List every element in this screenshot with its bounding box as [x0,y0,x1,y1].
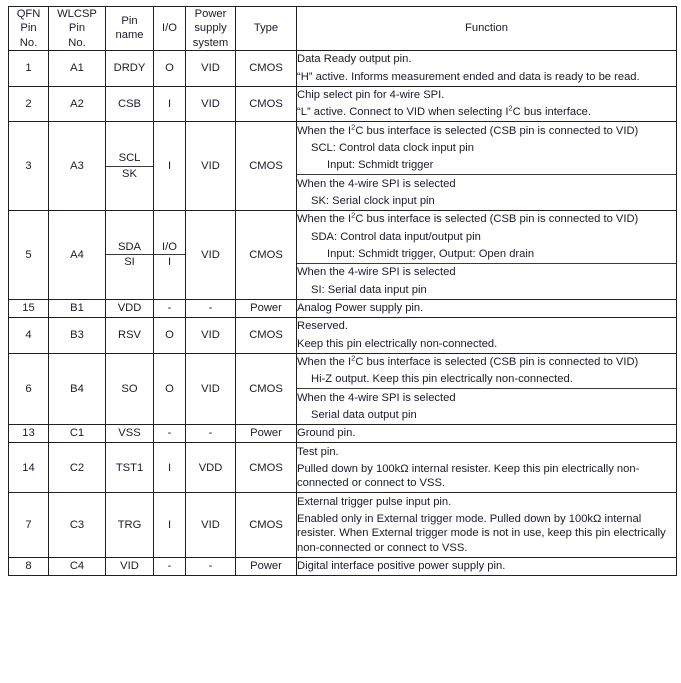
table-header [9,7,677,51]
function-line: When the 4-wire SPI is selected [297,391,456,404]
function-line: Reserved. [297,320,348,333]
column-header-wlcsp-pin-no [49,7,106,51]
cell-function [297,86,677,122]
column-header-power-supply-system [186,7,236,51]
cell-qfn-pin-no: 3 [9,122,49,211]
cell-io-part: I/O [154,240,185,255]
function-line: When the 4-wire SPI is selected [297,266,456,279]
cell-wlcsp-pin-no: A1 [49,50,106,86]
cell-type: Power [236,557,297,575]
cell-qfn-pin-no: 4 [9,317,49,353]
superscript-2: 2 [508,103,513,113]
function-line: When the 4-wire SPI is selected [297,177,456,190]
cell-io: O [154,353,186,424]
cell-type: CMOS [236,210,297,299]
function-line: “H” active. Informs measurement ended and data is ready to be read. [297,70,640,83]
cell-power-supply-system: VID [186,50,236,86]
table-row [9,353,677,424]
cell-io [154,210,186,299]
cell-pin-name: TRG [106,493,154,557]
function-line: SCL: Control data clock input pin [311,142,474,155]
cell-wlcsp-pin-no: B3 [49,317,106,353]
cell-pin-name: VDD [106,299,154,317]
cell-qfn-pin-no: 13 [9,424,49,442]
cell-qfn-pin-no: 7 [9,493,49,557]
function-subcell [297,211,676,263]
cell-wlcsp-pin-no: C2 [49,443,106,493]
cell-pin-name-part: SCL [106,151,153,166]
header-line: Pin [121,15,138,28]
cell-qfn-pin-no: 8 [9,557,49,575]
table-row [9,557,677,575]
function-line: Digital interface positive power supply pin. [297,560,506,572]
cell-power-supply-system: - [186,557,236,575]
cell-io: I [154,443,186,493]
table-row [9,443,677,493]
cell-pin-name [106,122,154,211]
function-line: SDA: Control data input/output pin [311,230,481,243]
function-line: When the $I^2C$ bus interface is selected (CSB pin is connected to VID) [297,210,639,226]
cell-qfn-pin-no: 5 [9,210,49,299]
cell-qfn-pin-no: 2 [9,86,49,122]
cell-power-supply-system: VID [186,210,236,299]
cell-wlcsp-pin-no: C4 [49,557,106,575]
cell-io: - [154,424,186,442]
cell-type: CMOS [236,50,297,86]
cell-io-part: I [167,256,172,269]
cell-type: CMOS [236,493,297,557]
cell-power-supply-system: VID [186,353,236,424]
cell-io: O [154,50,186,86]
function-line: Keep this pin electrically non-connected. [297,337,498,350]
cell-pin-name-part: SDA [106,240,153,255]
table-row [9,424,677,442]
cell-type: CMOS [236,86,297,122]
cell-power-supply-system: VID [186,317,236,353]
cell-wlcsp-pin-no: A3 [49,122,106,211]
cell-function [297,210,677,299]
cell-pin-name: VSS [106,424,154,442]
column-header-function: Function [297,7,677,51]
cell-function [297,424,677,442]
cell-qfn-pin-no: 1 [9,50,49,86]
function-subcell [297,389,676,424]
cell-function [297,122,677,211]
cell-wlcsp-pin-no: C3 [49,493,106,557]
function-line: Enabled only in External trigger mode. Pulled down by 100kΩ internal resister. When External trigger mode is not in use, keep this pin electrically non-connected or connect to VSS. [297,513,666,554]
cell-type: CMOS [236,443,297,493]
cell-power-supply-system: VID [186,122,236,211]
header-row [9,7,677,51]
function-line: Chip select pin for 4-wire SPI. [297,89,445,102]
cell-io: I [154,86,186,122]
function-line: Serial data output pin [311,409,417,422]
function-line: External trigger pulse input pin. [297,495,452,508]
function-line: “L” active. Connect to VID when selecting $I^2C$ bus interface. [297,103,592,119]
function-line: SK: Serial clock input pin [311,195,435,208]
cell-type: Power [236,424,297,442]
function-line: Pulled down by 100kΩ internal resister. Keep this pin electrically non-connected or connect to VSS. [297,463,640,490]
superscript-2: 2 [351,210,356,220]
header-line: system [192,36,229,49]
table-row [9,122,677,211]
cell-io: I [154,122,186,211]
cell-io: O [154,317,186,353]
cell-power-supply-system: - [186,299,236,317]
cell-pin-name: SO [106,353,154,424]
cell-qfn-pin-no: 14 [9,443,49,493]
cell-io: - [154,557,186,575]
table-row [9,210,677,299]
header-line: name [115,29,144,42]
table-row [9,86,677,122]
cell-function [297,50,677,86]
header-line: No. [19,36,38,49]
cell-type: CMOS [236,317,297,353]
header-line: No. [68,36,86,49]
table-row [9,299,677,317]
cell-function [297,353,677,424]
cell-function [297,557,677,575]
cell-pin-name: RSV [106,317,154,353]
cell-pin-name: CSB [106,86,154,122]
header-line: Pin [20,22,37,35]
table-row [9,50,677,86]
cell-function [297,443,677,493]
cell-type: Power [236,299,297,317]
cell-power-supply-system: VID [186,493,236,557]
cell-pin-name-part: SK [122,167,137,180]
cell-pin-name-part: SI [124,256,135,269]
cell-wlcsp-pin-no: A4 [49,210,106,299]
cell-function [297,299,677,317]
cell-pin-name [106,210,154,299]
cell-pin-name: VID [106,557,154,575]
column-header-qfn-pin-no [9,7,49,51]
cell-function [297,317,677,353]
function-line: SI: Serial data input pin [311,283,427,296]
header-line: WLCSP [57,8,97,20]
cell-function [297,493,677,557]
table-row [9,493,677,557]
function-subcell [297,263,676,298]
superscript-2: 2 [351,122,356,132]
cell-pin-name: TST1 [106,443,154,493]
function-subcell [297,354,676,389]
header-line: Pin [68,22,86,35]
cell-pin-name: DRDY [106,50,154,86]
cell-qfn-pin-no: 15 [9,299,49,317]
column-header-pin-name [106,7,154,51]
function-line: Data Ready output pin. [297,53,412,66]
cell-wlcsp-pin-no: B1 [49,299,106,317]
function-line: Analog Power supply pin. [297,302,424,315]
function-subcell [297,122,676,174]
cell-wlcsp-pin-no: C1 [49,424,106,442]
pin-description-table [8,6,677,576]
cell-power-supply-system: VID [186,86,236,122]
column-header-io: I/O [154,7,186,51]
cell-power-supply-system: VDD [186,443,236,493]
function-line: Ground pin. [297,427,356,440]
cell-wlcsp-pin-no: B4 [49,353,106,424]
function-line: When the $I^2C$ bus interface is selected (CSB pin is connected to VID) [297,122,639,137]
superscript-2: 2 [351,353,356,363]
function-line: Hi-Z output. Keep this pin electrically non-connected. [311,373,573,386]
cell-type: CMOS [236,353,297,424]
column-header-type: Type [236,7,297,51]
header-line: supply [194,22,227,35]
cell-io: I [154,493,186,557]
function-subcell [297,175,676,210]
cell-io: - [154,299,186,317]
function-line: Input: Schmidt trigger [327,159,434,172]
cell-wlcsp-pin-no: A2 [49,86,106,122]
function-line: Input: Schmidt trigger, Output: Open drain [327,248,535,261]
cell-qfn-pin-no: 6 [9,353,49,424]
header-line: QFN [16,8,41,20]
function-line: When the $I^2C$ bus interface is selected (CSB pin is connected to VID) [297,353,639,369]
header-line: Power [194,8,227,20]
cell-type: CMOS [236,122,297,211]
function-line: Test pin. [297,445,339,458]
cell-power-supply-system: - [186,424,236,442]
table-row [9,317,677,353]
table-body [9,50,677,575]
